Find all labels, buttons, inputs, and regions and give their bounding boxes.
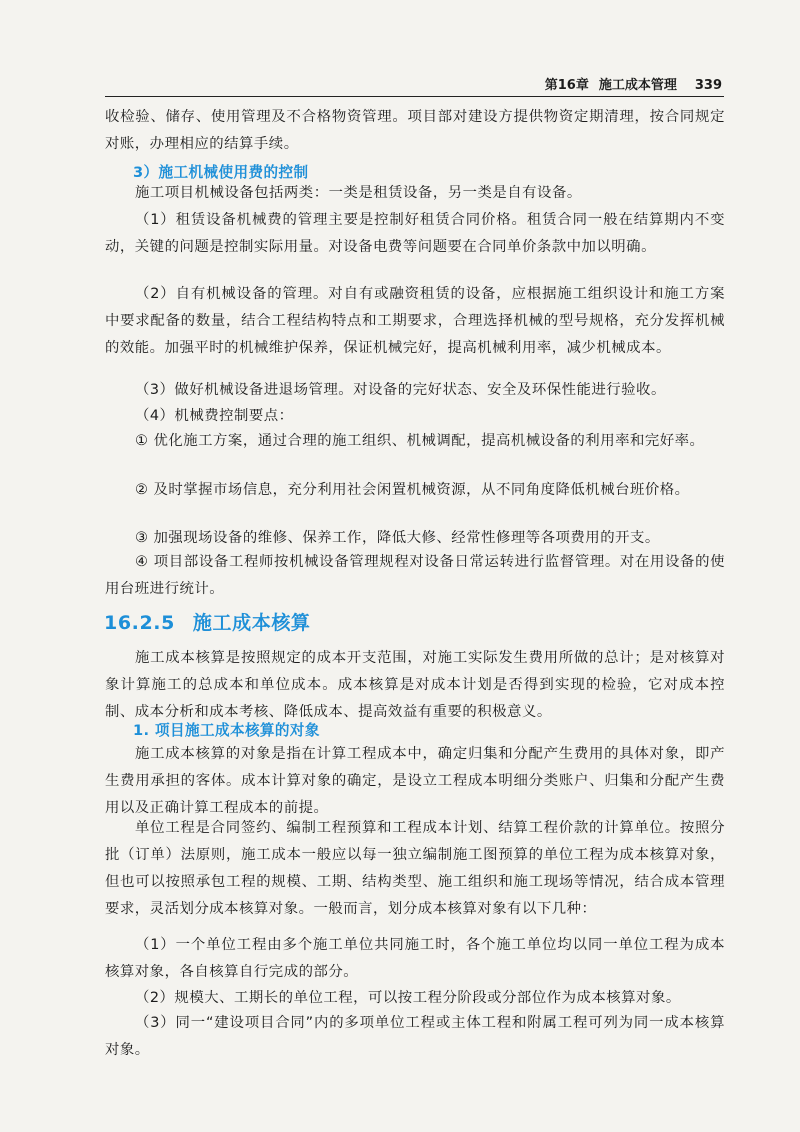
header-rule — [105, 96, 724, 97]
paragraph-machinery-1: （1）租赁设备机械费的管理主要是控制好租赁合同价格。租赁合同一般在结算期内不变动，关键的问题是控制实际用量。对设备电费等问题要在合同单价条款中加以明确。 — [105, 212, 725, 255]
paragraph-continued: 收检验、储存、使用管理及不合格物资管理。项目部对建设方提供物资定期清理，按合同规定对账，办理相应的结算手续。 — [105, 109, 725, 152]
section-number: 16.2.5 — [104, 612, 175, 634]
running-header — [545, 74, 722, 93]
page-number: 339 — [694, 78, 722, 93]
chapter-label: 第16章 — [544, 78, 589, 93]
paragraph-object-2: 单位工程是合同签约、编制工程预算和工程成本计划、结算工程价款的计算单位。按照分批（订单）法原则，施工成本一般应以每一独立编制施工图预算的单位工程为成本核算对象，但也可以按照承包工程的规模、工期、结构类型、施工组织和施工现场等情况，结合成本管理要求，灵活划分成本核算对象。一般而言，划分成本核算对象有以下几种： — [105, 820, 725, 917]
subheading-machinery-cost: 3）施工机械使用费的控制 — [133, 164, 309, 181]
paragraph-control-point-3: ③ 加强现场设备的维修、保养工作，降低大修、经常性修理等各项费用的开支。 — [135, 530, 660, 546]
paragraph-section-intro: 施工成本核算是按照规定的成本开支范围，对施工实际发生费用所做的总计；是对核算对象计算施工的总成本和单位成本。成本核算是对成本计划是否得到实现的检验，它对成本控制、成本分析和成本考核、降低成本、提高效益有重要的积极意义。 — [105, 650, 725, 720]
paragraph-control-point-2: ② 及时掌握市场信息，充分利用社会闲置机械资源，从不同角度降低机械台班价格。 — [135, 482, 690, 498]
paragraph-control-point-4: ④ 项目部设备工程师按机械设备管理规程对设备日常运转进行监督管理。对在用设备的使用台班进行统计。 — [105, 554, 725, 597]
section-title: 施工成本核算 — [192, 612, 311, 634]
section-heading — [104, 609, 311, 637]
paragraph-machinery-3: （3）做好机械设备进退场管理。对设备的完好状态、安全及环保性能进行验收。 — [135, 382, 666, 398]
chapter-title: 施工成本管理 — [598, 78, 677, 93]
paragraph-control-point-1: ① 优化施工方案，通过合理的施工组织、机械调配，提高机械设备的利用率和完好率。 — [135, 433, 705, 449]
paragraph-object-4: （2）规模大、工期长的单位工程，可以按工程分阶段或分部位作为成本核算对象。 — [135, 990, 681, 1006]
paragraph-machinery-intro: 施工项目机械设备包括两类：一类是租赁设备，另一类是自有设备。 — [135, 185, 582, 201]
paragraph-machinery-4: （4）机械费控制要点： — [135, 408, 294, 424]
subheading-cost-object: 1. 项目施工成本核算的对象 — [133, 722, 320, 739]
paragraph-object-5: （3）同一“建设项目合同”内的多项单位工程或主体工程和附属工程可列为同一成本核算对象。 — [105, 1015, 725, 1058]
paragraph-machinery-2: （2）自有机械设备的管理。对自有或融资租赁的设备，应根据施工组织设计和施工方案中要求配备的数量，结合工程结构特点和工期要求，合理选择机械的型号规格，充分发挥机械的效能。加强平时的机械维护保养，保证机械完好，提高机械利用率，减少机械成本。 — [105, 286, 725, 356]
paragraph-object-1: 施工成本核算的对象是指在计算工程成本中，确定归集和分配产生费用的具体对象，即产生费用承担的客体。成本计算对象的确定，是设立工程成本明细分类账户、归集和分配产生费用以及正确计算工程成本的前提。 — [105, 746, 725, 816]
paragraph-object-3: （1）一个单位工程由多个施工单位共同施工时，各个施工单位均以同一单位工程为成本核算对象，各自核算自行完成的部分。 — [105, 937, 725, 980]
